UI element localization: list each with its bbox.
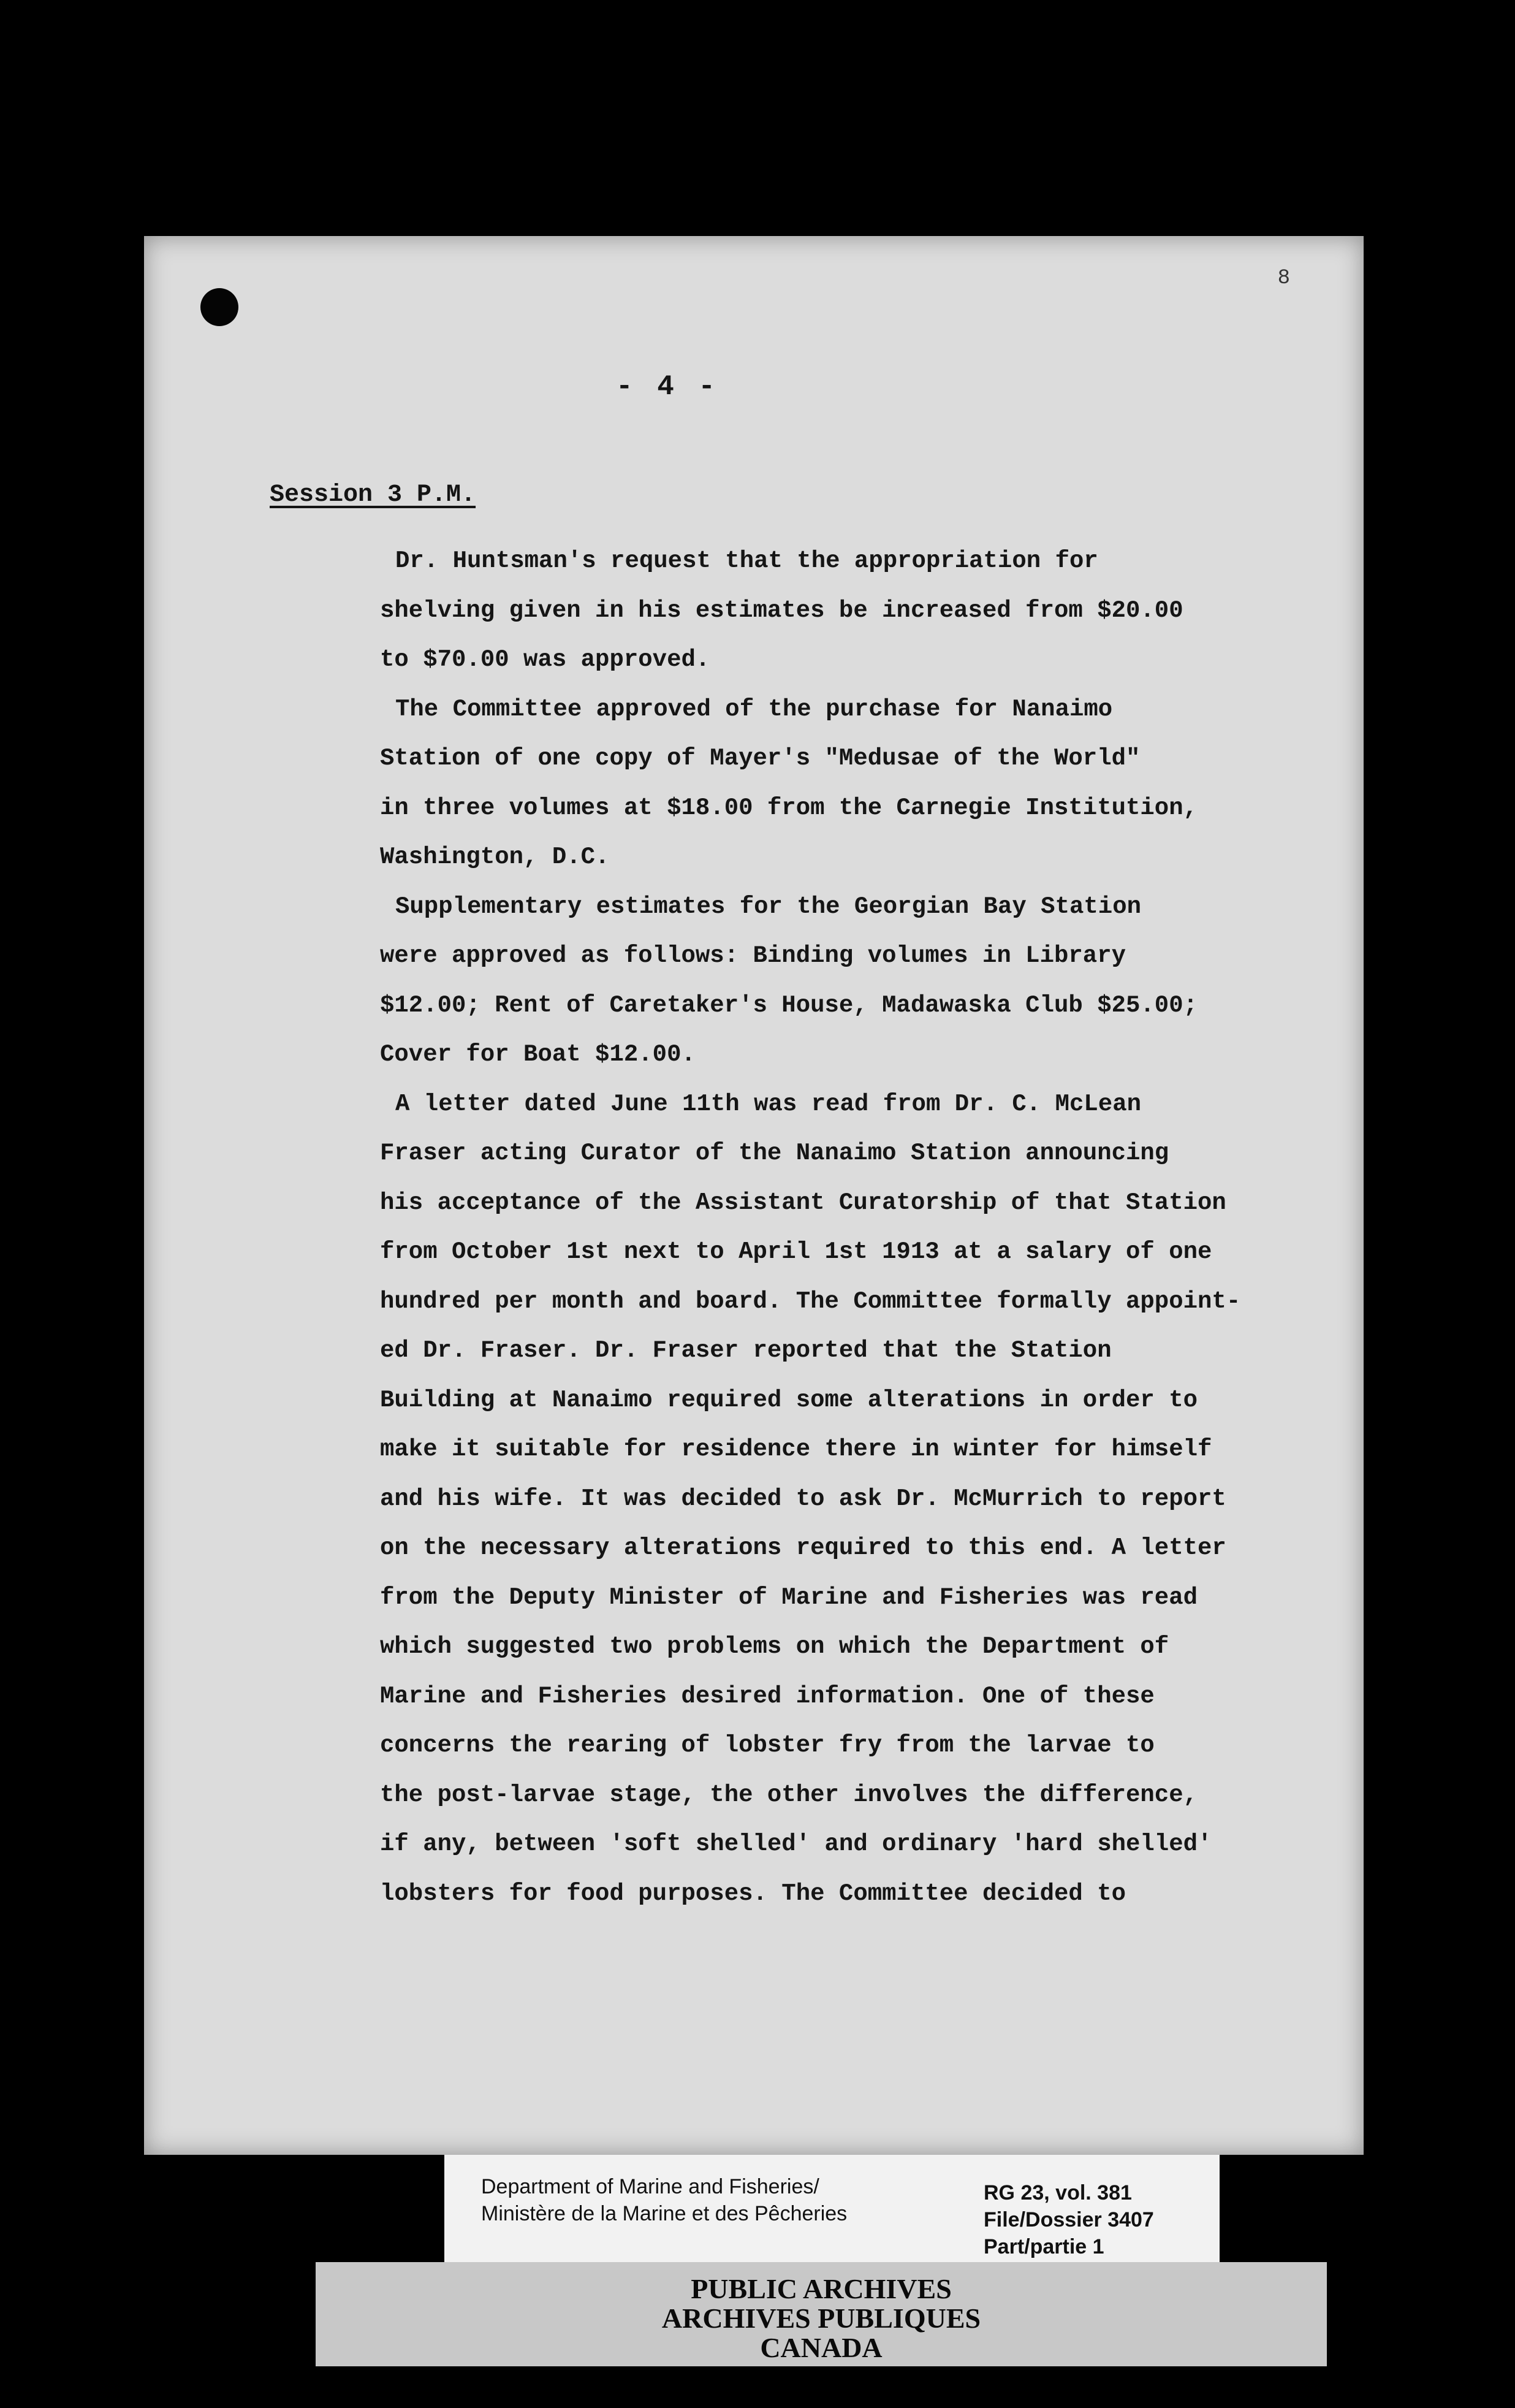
archives-country: CANADA bbox=[760, 2332, 883, 2363]
reference-block bbox=[984, 2179, 1154, 2260]
archives-en: PUBLIC ARCHIVES bbox=[691, 2273, 952, 2304]
text-line: from the Deputy Minister of Marine and Fisheries was read bbox=[380, 1583, 1198, 1611]
text-line: to $70.00 was approved. bbox=[380, 646, 710, 673]
text-line: which suggested two problems on which the Department of bbox=[380, 1633, 1169, 1660]
text-line: shelving given in his estimates be increased from $20.00 bbox=[380, 596, 1183, 624]
text-line: were approved as follows: Binding volumes in Library bbox=[380, 942, 1126, 969]
punch-hole bbox=[200, 288, 238, 326]
text-line: Fraser acting Curator of the Nanaimo Station announcing bbox=[380, 1140, 1169, 1167]
text-line: The Committee approved of the purchase for Nanaimo bbox=[395, 695, 1113, 723]
text-line: Supplementary estimates for the Georgian Bay Station bbox=[395, 893, 1141, 920]
text-line: and his wife. It was decided to ask Dr. McMurrich to report bbox=[380, 1485, 1226, 1512]
text-line: make it suitable for residence there in winter for himself bbox=[380, 1436, 1212, 1463]
text-line: hundred per month and board. The Committee formally appoint- bbox=[380, 1287, 1241, 1315]
body-text bbox=[380, 536, 1330, 1918]
file-number: File/Dossier 3407 bbox=[984, 2208, 1154, 2231]
text-line: in three volumes at $18.00 from the Carnegie Institution, bbox=[380, 794, 1198, 821]
archives-fr: ARCHIVES PUBLIQUES bbox=[661, 2303, 981, 2334]
archive-reference-label bbox=[444, 2155, 1220, 2277]
text-line: Washington, D.C. bbox=[380, 844, 610, 871]
text-line: Dr. Huntsman's request that the appropriation for bbox=[395, 547, 1098, 574]
text-line: A letter dated June 11th was read from Dr. C. McLean bbox=[395, 1090, 1141, 1118]
text-line: from October 1st next to April 1st 1913 at a salary of one bbox=[380, 1238, 1212, 1265]
text-line: ed Dr. Fraser. Dr. Fraser reported that the Station bbox=[380, 1337, 1112, 1364]
corner-mark: 8 bbox=[1277, 267, 1290, 290]
text-line: lobsters for food purposes. The Committee decided to bbox=[380, 1880, 1126, 1907]
text-line: on the necessary alterations required to this end. A letter bbox=[380, 1534, 1226, 1561]
text-line: if any, between 'soft shelled' and ordinary 'hard shelled' bbox=[380, 1831, 1212, 1857]
session-heading: Session 3 P.M. bbox=[270, 481, 476, 509]
text-line: Station of one copy of Mayer's "Medusae of the World" bbox=[380, 745, 1141, 772]
text-line: concerns the rearing of lobster fry from the larvae to bbox=[380, 1732, 1155, 1759]
text-line: Cover for Boat $12.00. bbox=[380, 1041, 696, 1068]
text-line: $12.00; Rent of Caretaker's House, Madawaska Club $25.00; bbox=[380, 991, 1198, 1019]
text-line: the post-larvae stage, the other involves the difference, bbox=[380, 1781, 1198, 1808]
department-block bbox=[481, 2173, 847, 2227]
text-line: his acceptance of the Assistant Curatorship of that Station bbox=[380, 1189, 1226, 1216]
document-page bbox=[144, 236, 1364, 2155]
archives-stamp bbox=[316, 2262, 1327, 2366]
record-group: RG 23, vol. 381 bbox=[984, 2181, 1132, 2204]
part-number: Part/partie 1 bbox=[984, 2235, 1104, 2258]
department-fr: Ministère de la Marine et des Pêcheries bbox=[481, 2202, 848, 2225]
page-number: - 4 - bbox=[616, 371, 720, 403]
text-line: Building at Nanaimo required some alterations in order to bbox=[380, 1386, 1198, 1414]
department-en: Department of Marine and Fisheries/ bbox=[481, 2175, 819, 2198]
text-line: Marine and Fisheries desired information. One of these bbox=[380, 1682, 1155, 1710]
